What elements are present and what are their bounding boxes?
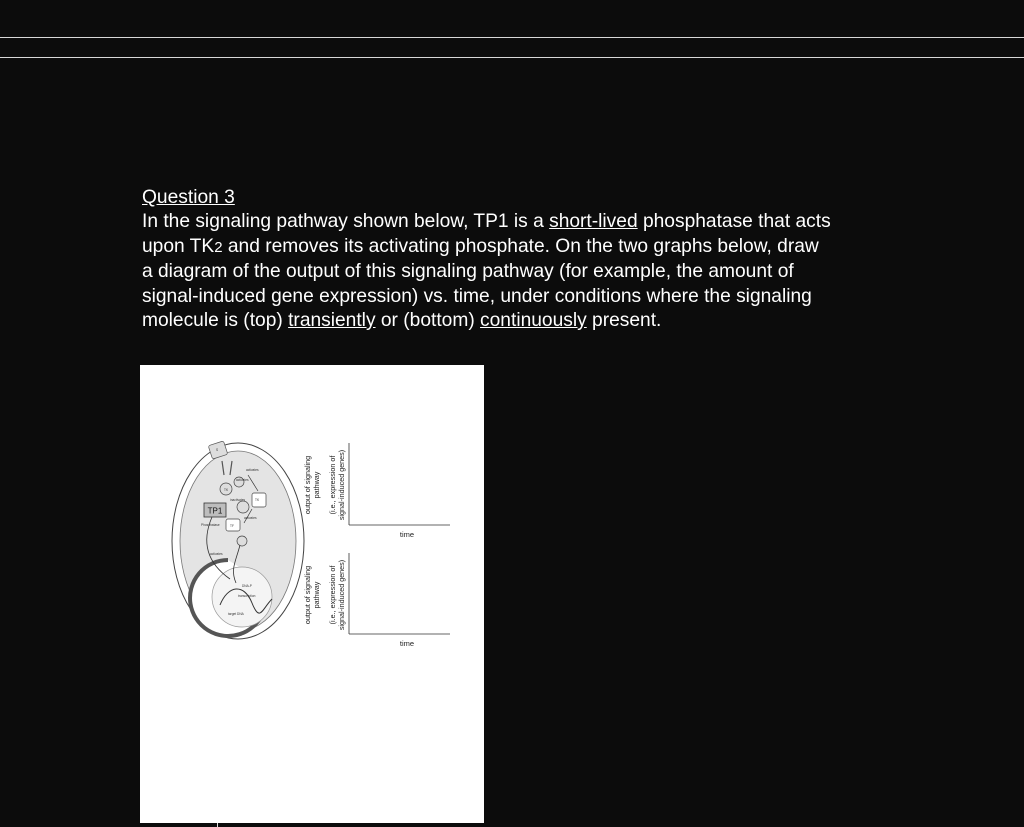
- question-line: [142, 285, 942, 309]
- question-title: Question 3: [142, 187, 235, 208]
- graph-bottom-ylabel-4: signal-induced genes): [337, 559, 346, 631]
- cell-label-4: activates: [244, 516, 257, 520]
- top-rule: [0, 37, 1024, 38]
- cell-label-8: transcription: [238, 594, 256, 598]
- graph-top-xlabel: time: [399, 530, 415, 539]
- tk2-b: [237, 501, 249, 513]
- question-line: [142, 235, 942, 260]
- underlined-term: continuously: [480, 310, 587, 332]
- cell-label-12: TF: [230, 524, 234, 528]
- cell-label-10: TK: [224, 488, 229, 492]
- question-text-run: signal-induced gene expression) vs. time, under conditions where the signaling: [142, 285, 812, 307]
- cell-label-7: DNA-P: [242, 584, 252, 588]
- graph-top-ylabel-4: signal-induced genes): [337, 449, 346, 521]
- cell-label-13: S: [216, 448, 219, 452]
- second-rule: [0, 57, 1024, 58]
- question-block: [142, 186, 942, 333]
- cell-label-11: TK: [255, 498, 260, 502]
- tick-mark: [217, 823, 218, 827]
- subscript-run: 2: [214, 238, 223, 256]
- graph-top-ylabel-1: output of signaling: [303, 455, 312, 515]
- question-text-run: molecule is (top): [142, 310, 289, 332]
- question-text-run: or (bottom): [375, 310, 481, 332]
- underlined-term: transiently: [288, 310, 376, 332]
- graph-bottom-ylabel-3: (i.e., expression of: [328, 565, 337, 625]
- cell-label-2: activates: [246, 468, 259, 472]
- question-text: [142, 210, 942, 333]
- question-text-run: In the signaling pathway shown below, TP1 is a: [142, 211, 550, 233]
- graph-bottom-ylabel-2: pathway: [312, 581, 321, 609]
- cell-label-9: target DNA: [228, 612, 244, 616]
- cell-label-5: Phosphatase: [201, 523, 220, 527]
- figure-page: [140, 365, 484, 823]
- graph-top-ylabel-2: pathway: [312, 471, 321, 499]
- cell-label-3: inactivates: [230, 498, 246, 502]
- question-line: [142, 309, 942, 333]
- graph-top-ylabel-3: (i.e., expression of: [328, 455, 337, 515]
- question-text-run: phosphatase that acts: [637, 211, 831, 233]
- pathway-figure: [140, 365, 484, 823]
- question-line: [142, 260, 942, 284]
- cell-label-1: activates: [236, 478, 249, 482]
- question-line: [142, 210, 942, 234]
- underlined-term: short-lived: [549, 211, 638, 233]
- question-text-run: a diagram of the output of this signaling pathway (for example, the amount of: [142, 261, 794, 283]
- cell-label-6: activates: [210, 552, 223, 556]
- graph-bottom: [303, 553, 450, 648]
- question-text-run: and removes its activating phosphate. On the two graphs below, draw: [222, 235, 819, 257]
- graph-top: [303, 443, 450, 539]
- question-text-run: upon TK: [142, 235, 215, 257]
- graph-bottom-ylabel-1: output of signaling: [303, 565, 312, 625]
- tp1-label: TP1: [207, 506, 223, 516]
- question-text-run: present.: [586, 310, 662, 332]
- graph-bottom-xlabel: time: [399, 639, 415, 648]
- tf: [237, 536, 247, 546]
